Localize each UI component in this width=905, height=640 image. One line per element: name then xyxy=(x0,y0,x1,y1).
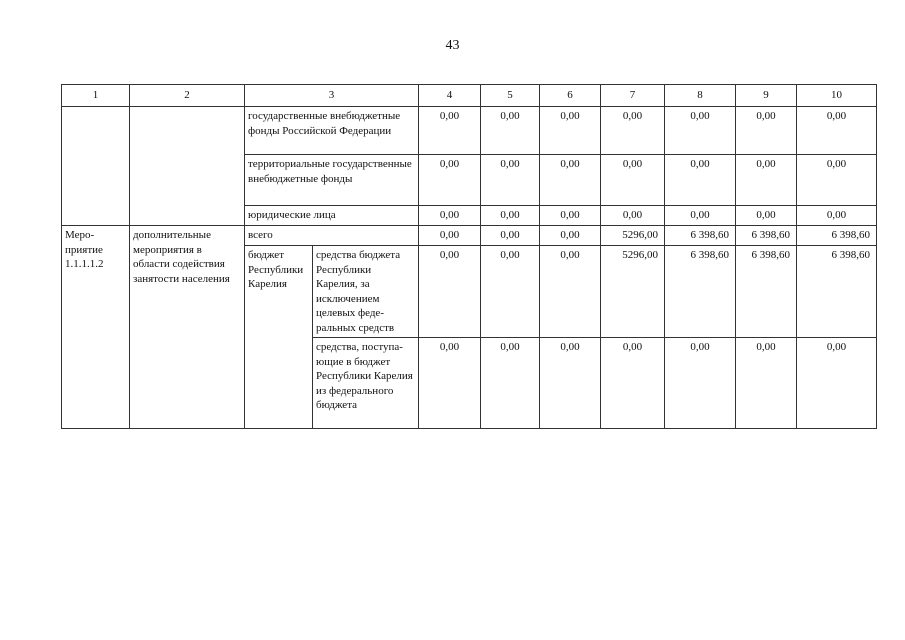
source-label: юридические лица xyxy=(245,206,419,226)
value-cell: 6 398,60 xyxy=(665,246,736,338)
value-cell: 0,00 xyxy=(419,155,481,206)
source-label: средства, поступа-ющие в бюджет Республики Карелия из федерального бюджета xyxy=(313,338,419,429)
header-cell: 2 xyxy=(130,85,245,107)
header-row xyxy=(62,85,877,107)
empty-cell xyxy=(62,107,130,226)
source-label: государственные внебюджетные фонды Российской Федерации xyxy=(245,107,419,155)
budget-table xyxy=(61,84,877,429)
value-cell: 0,00 xyxy=(797,206,877,226)
value-cell: 0,00 xyxy=(797,155,877,206)
value-cell: 0,00 xyxy=(797,338,877,429)
value-cell: 0,00 xyxy=(481,246,540,338)
value-cell: 0,00 xyxy=(601,206,665,226)
table-row xyxy=(62,226,877,246)
value-cell: 0,00 xyxy=(736,338,797,429)
value-cell: 0,00 xyxy=(481,107,540,155)
value-cell: 6 398,60 xyxy=(797,226,877,246)
value-cell: 0,00 xyxy=(540,107,601,155)
value-cell: 0,00 xyxy=(797,107,877,155)
value-cell: 0,00 xyxy=(601,107,665,155)
source-label: территориальные государственные внебюджетные фонды xyxy=(245,155,419,206)
value-cell: 0,00 xyxy=(601,338,665,429)
value-cell: 0,00 xyxy=(665,206,736,226)
value-cell: 0,00 xyxy=(540,206,601,226)
header-cell: 4 xyxy=(419,85,481,107)
budget-group-label: бюджет Республики Карелия xyxy=(245,246,313,429)
value-cell: 0,00 xyxy=(481,206,540,226)
table-row xyxy=(62,107,877,155)
value-cell: 0,00 xyxy=(665,155,736,206)
value-cell: 0,00 xyxy=(419,338,481,429)
value-cell: 5296,00 xyxy=(601,226,665,246)
value-cell: 0,00 xyxy=(419,206,481,226)
value-cell: 0,00 xyxy=(419,107,481,155)
value-cell: 0,00 xyxy=(540,246,601,338)
value-cell: 0,00 xyxy=(481,338,540,429)
header-cell: 1 xyxy=(62,85,130,107)
value-cell: 0,00 xyxy=(665,338,736,429)
header-cell: 9 xyxy=(736,85,797,107)
value-cell: 0,00 xyxy=(736,155,797,206)
header-cell: 7 xyxy=(601,85,665,107)
event-name: дополнительные мероприятия в области содействия занятости населения xyxy=(130,226,245,429)
header-cell: 5 xyxy=(481,85,540,107)
page-number: 43 xyxy=(445,38,460,53)
value-cell: 0,00 xyxy=(481,155,540,206)
value-cell: 0,00 xyxy=(540,155,601,206)
value-cell: 5296,00 xyxy=(601,246,665,338)
value-cell: 6 398,60 xyxy=(736,246,797,338)
header-cell: 8 xyxy=(665,85,736,107)
value-cell: 0,00 xyxy=(540,338,601,429)
value-cell: 0,00 xyxy=(419,246,481,338)
value-cell: 0,00 xyxy=(481,226,540,246)
value-cell: 6 398,60 xyxy=(665,226,736,246)
header-cell: 3 xyxy=(245,85,419,107)
value-cell: 0,00 xyxy=(601,155,665,206)
source-label: средства бюджета Республики Карелия, за исключением целевых феде-ральных средств xyxy=(313,246,419,338)
source-label: всего xyxy=(245,226,419,246)
value-cell: 0,00 xyxy=(736,206,797,226)
event-code: Меро-приятие 1.1.1.1.2 xyxy=(62,226,130,429)
value-cell: 0,00 xyxy=(736,107,797,155)
value-cell: 0,00 xyxy=(540,226,601,246)
header-cell: 6 xyxy=(540,85,601,107)
value-cell: 0,00 xyxy=(419,226,481,246)
header-cell: 10 xyxy=(797,85,877,107)
empty-cell xyxy=(130,107,245,226)
value-cell: 6 398,60 xyxy=(797,246,877,338)
value-cell: 6 398,60 xyxy=(736,226,797,246)
value-cell: 0,00 xyxy=(665,107,736,155)
